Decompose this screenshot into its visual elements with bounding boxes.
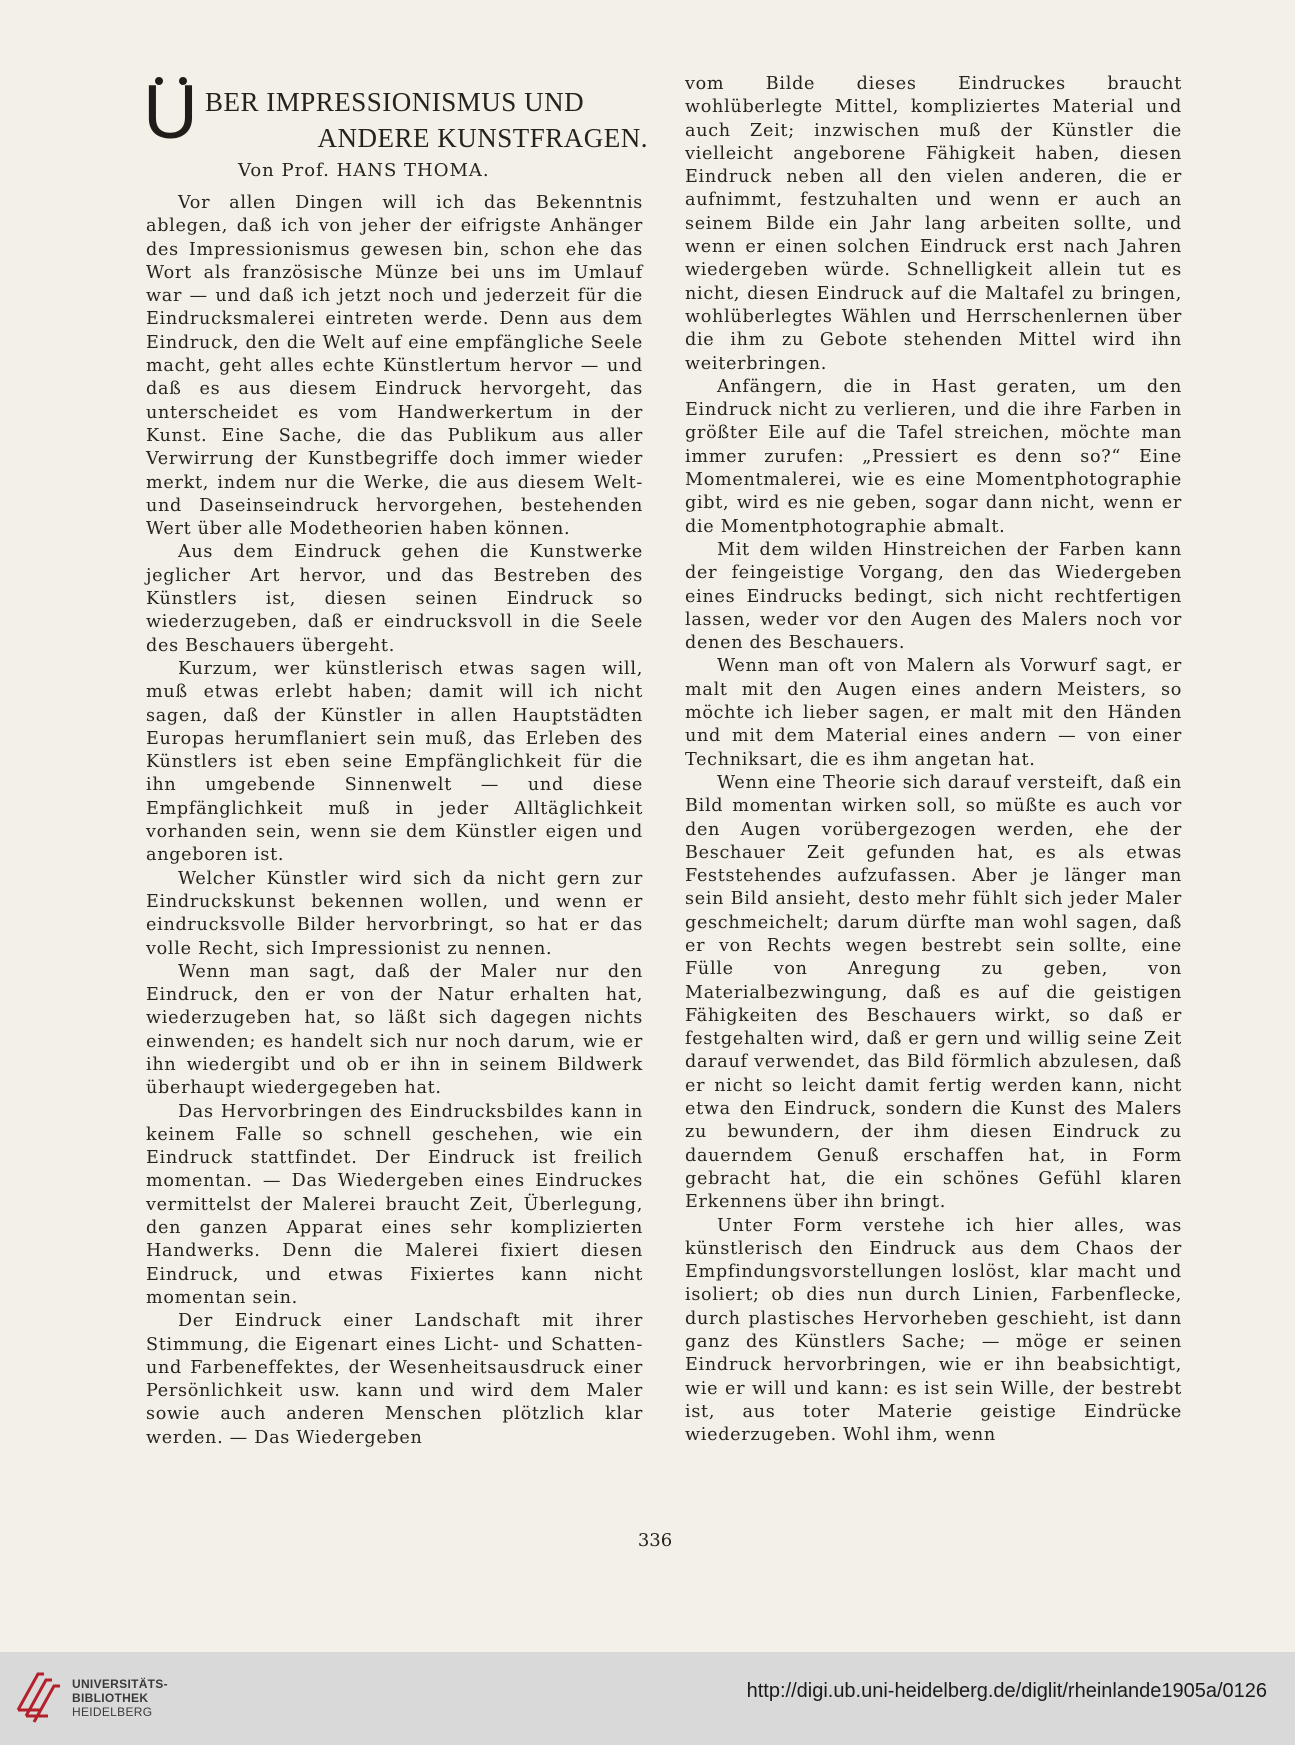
paragraph: Das Hervorbringen des Eindrucksbildes kann in keinem Falle so schnell geschehen, wie ein Eindruck stattfindet. Der Eindruck ist freilich momentan. — Das Wiedergeben eines Eindruckes vermittelst der Malerei braucht Zeit, Überlegung, den ganzen Apparat eines sehr komplizierten Handwerks. Denn die Malerei fixiert diesen Eindruck, und etwas Fixiertes kann nicht momentan sein. bbox=[146, 1101, 643, 1308]
article-heading bbox=[143, 70, 648, 181]
paragraph: Wenn man oft von Malern als Vorwurf sagt, er malt mit den Augen eines andern Meisters, so möchte ich lieber sagen, er malt mit den Händen und mit dem Material eines andern — von einer Techniksart, die es ihm angetan hat. bbox=[685, 656, 1182, 770]
paragraph: Aus dem Eindruck gehen die Kunstwerke jeglicher Art hervor, und das Bestreben des Künstlers ist, diesen seinen Eindruck so wiederzugeben, daß er eindrucksvoll in die Seele des Beschauers übergeht. bbox=[146, 542, 643, 656]
library-name-line-3: HEIDELBERG bbox=[72, 1705, 153, 1719]
digitization-footer bbox=[0, 1652, 1295, 1745]
page-number: 336 bbox=[637, 1530, 673, 1551]
library-name-line-1: UNIVERSITÄTS- bbox=[72, 1677, 168, 1691]
paragraph: Kurzum, wer künstlerisch etwas sagen will, muß etwas erlebt haben; damit will ich nicht sagen, daß der Künstler in allen Hauptstädten Europas herumflaniert sein muß, das Erleben des Künstlers ist eben seine Empfänglichkeit für die ihn umgebende Sinnenwelt — und diese Empfänglichkeit muß in jeder Alltäglichkeit vorhanden sein, wenn sie dem Künstler eigen und angeboren ist. bbox=[146, 658, 643, 866]
library-logo-icon bbox=[14, 1666, 66, 1726]
paragraph: Welcher Künstler wird sich da nicht gern zur Eindruckskunst bekennen wollen, und wenn er eindrucksvolle Bilder hervorbringt, so hat er das volle Recht, sich Impressionist zu nennen. bbox=[146, 868, 643, 959]
paragraph: vom Bilde dieses Eindruckes braucht wohlüberlegte Mittel, kompliziertes Material und auch Zeit; inzwischen muß der Künstler die vielleicht angeborene Fähigkeit haben, diesen Eindruck neben all den vielen anderen, die er aufnimmt, festzuhalten und wenn er auch an seinem Bilde ein Jahr lang arbeiten sollte, und wenn er einen solchen Eindruck erst nach Jahren wiedergeben würde. Schnelligkeit allein tut es nicht, diesen Eindruck auf die Maltafel zu bringen, wohlüberlegtes Wählen und Herrschenlernen über die ihm zu Gebote stehenden Mittel wird ihn weiterbringen. bbox=[685, 74, 1182, 374]
left-column bbox=[146, 192, 643, 1450]
paragraph: Anfängern, die in Hast geraten, um den Eindruck nicht zu verlieren, und die ihre Farben in größter Eile auf die Tafel streichen, möchte man immer zurufen: „Pressiert es denn so?“ Eine Momentmalerei, wie es eine Momentphotographie gibt, wird es nie geben, sogar dann nicht, wenn er die Momentphotographie abmalt. bbox=[685, 376, 1182, 537]
paragraph: Der Eindruck einer Landschaft mit ihrer Stimmung, die Eigenart eines Licht- und Schatten- und Farbeneffektes, der Wesenheitsausdruck einer Persönlichkeit usw. kann und wird dem Maler sowie auch anderen Menschen plötzlich klar werden. — Das Wiedergeben bbox=[146, 1311, 643, 1448]
drop-cap: U bbox=[143, 70, 198, 155]
title-line-1: BER IMPRESSIONISMUS UND bbox=[205, 87, 585, 117]
paragraph: Mit dem wilden Hinstreichen der Farben kann der feingeistige Vorgang, den das Wiedergeben eines Eindrucks bedingt, sich nicht rechtfertigen lassen, weder vor den Augen des Malers noch vor denen des Beschauers. bbox=[685, 539, 1182, 654]
right-column bbox=[685, 73, 1182, 1448]
paragraph: Unter Form verstehe ich hier alles, was künstlerisch den Eindruck aus dem Chaos der Empfindungsvorstellungen loslöst, klar macht und isoliert; ob dies nun durch Linien, Farbenflecke, durch plastisches Hervorheben geschieht, ist dann ganz des Künstlers Sache; — möge er seinen Eindruck hervorbringen, wie er ihn beabsichtigt, wie er will und kann: es ist sein Wille, der bestrebt ist, aus toter Materie geistige Eindrücke wiederzugeben. Wohl ihm, wenn bbox=[685, 1215, 1182, 1446]
paragraph: Vor allen Dingen will ich das Bekenntnis ablegen, daß ich von jeher der eifrigste Anhänger des Impressionismus gewesen bin, schon ehe das Wort als französische Münze bei uns im Umlauf war — und daß ich jetzt noch und jederzeit für die Eindrucksmalerei eintreten werde. Denn aus dem Eindruck, den die Welt auf eine empfängliche Seele macht, geht alles echte Künstlertum hervor — und daß es aus diesem Eindruck hervorgeht, das unterscheidet es vom Handwerkertum in der Kunst. Eine Sache, die das Publikum aus aller Verwirrung der Kunstbegriffe doch immer wieder merkt, indem nur die Werke, die aus diesem Welt- und Daseinseindruck hervorgehen, bestehenden Wert über alle Modetheorien haben können. bbox=[146, 193, 643, 540]
library-name bbox=[72, 1677, 168, 1719]
paragraph: Wenn eine Theorie sich darauf versteift, daß ein Bild momentan wirken soll, so müßte es auch vor den Augen vorübergezogen werden, ehe der Beschauer Zeit gefunden hat, es als etwas Feststehendes aufzufassen. Aber je länger man sein Bild ansieht, desto mehr fühlt sich jeder Maler geschmeichelt; darum dürfte man wohl sagen, daß er von Rechts wegen bestrebt sein sollte, eine Fülle von Anregung zu geben, von Materialbezwingung, daß es auf die geistigen Fähigkeiten des Beschauers wirkt, so daß er festgehalten wird, daß er gern und willig seine Zeit darauf verwendet, das Bild förmlich abzulesen, daß er nicht so leicht damit fertig werden kann, nicht etwa den Eindruck, sondern die Kunst des Malers zu bewundern, der ihm diesen Eindruck zu dauerndem Genuß erschaffen hat, in Form gebracht hat, die ein schönes Gefühl klaren Erkennens über ihn bringt. bbox=[685, 772, 1182, 1213]
library-name-line-2: BIBLIOTHEK bbox=[72, 1691, 149, 1705]
paragraph: Wenn man sagt, daß der Maler nur den Eindruck, den er von der Natur erhalten hat, wiederzugeben hat, so läßt sich dagegen nichts einwenden; es handelt sich nur noch darum, wie er ihn wiedergibt und ob er ihn in seinem Bildwerk überhaupt wiedergegeben hat. bbox=[146, 961, 643, 1099]
permalink-url[interactable]: http://digi.ub.uni-heidelberg.de/diglit/rheinlande1905a/0126 bbox=[746, 1680, 1267, 1702]
title-line-2: ANDERE KUNSTFRAGEN. bbox=[317, 123, 648, 153]
author-byline: Von Prof. HANS THOMA. bbox=[238, 160, 490, 181]
